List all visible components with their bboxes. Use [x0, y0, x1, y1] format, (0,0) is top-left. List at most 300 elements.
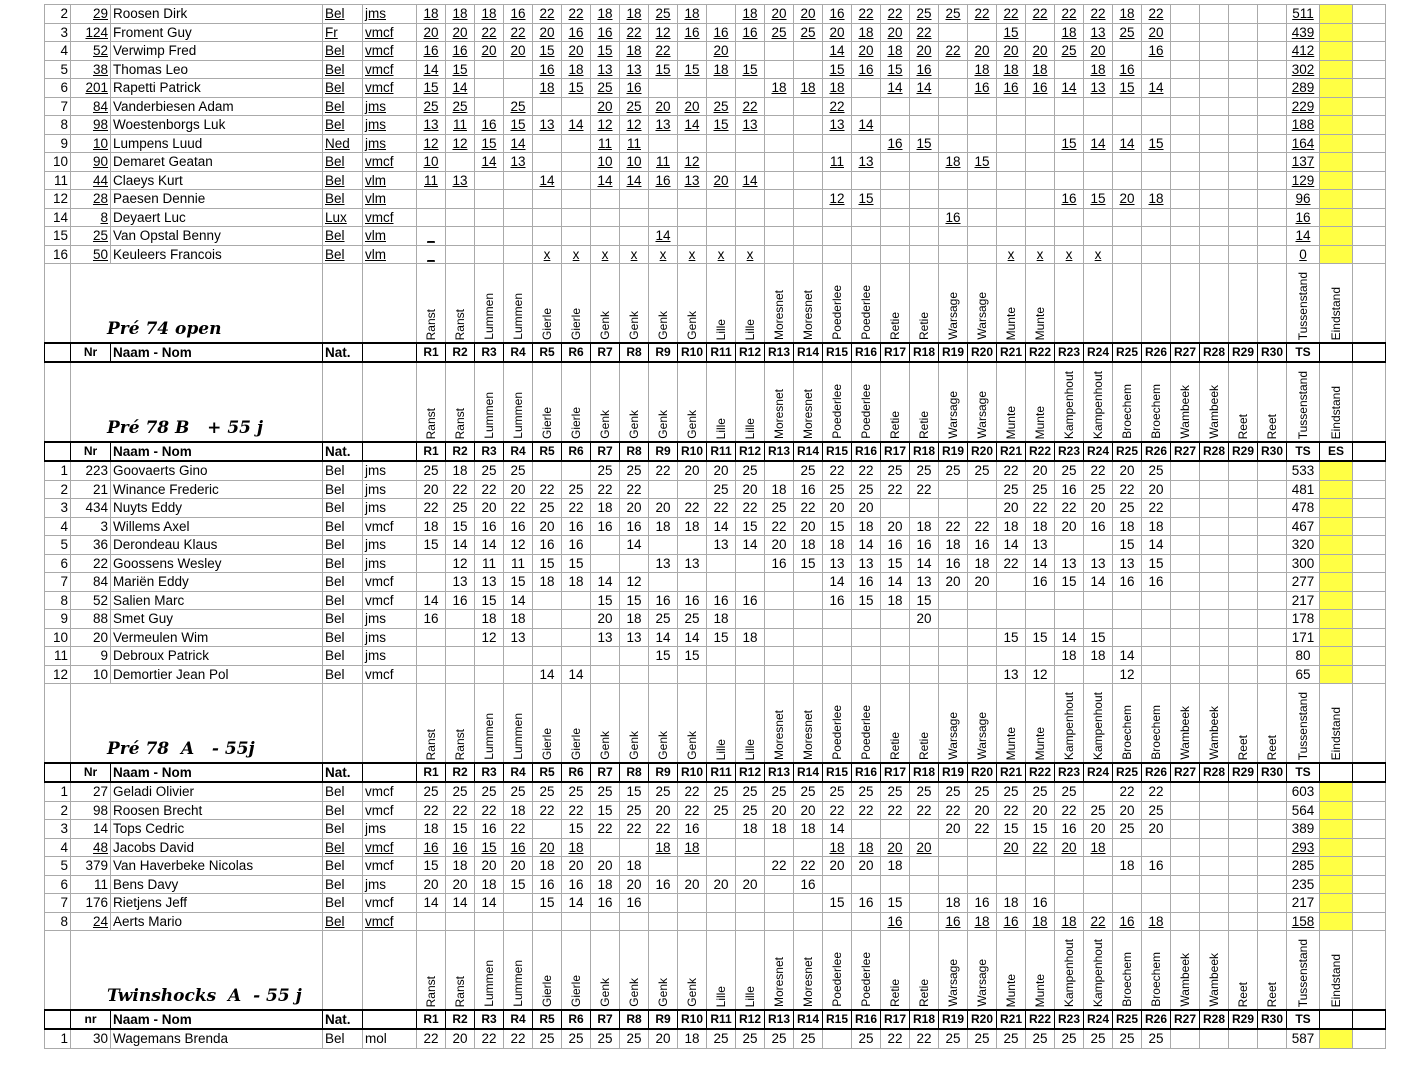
rider-name-cell: Roosen Brecht — [111, 801, 323, 820]
rider-number-cell: 11 — [71, 875, 111, 894]
venue-cell — [1113, 931, 1142, 1011]
score-cell: 16 — [475, 820, 504, 839]
score-cell: x — [707, 245, 736, 264]
score-cell: 18 — [1026, 60, 1055, 79]
score-cell — [475, 60, 504, 79]
score-cell: 11 — [504, 554, 533, 573]
round-header: R23 — [1055, 343, 1084, 362]
score-cell — [939, 116, 968, 135]
score-cell: 12 — [446, 134, 475, 153]
score-cell — [1171, 245, 1200, 264]
score-cell — [533, 912, 562, 931]
score-cell — [881, 875, 910, 894]
score-cell — [1200, 894, 1229, 913]
score-cell — [1229, 894, 1258, 913]
nationality-cell: Bel — [323, 857, 363, 876]
score-cell — [1171, 573, 1200, 592]
score-cell — [736, 838, 765, 857]
venue-cell — [1258, 362, 1287, 442]
score-cell: 22 — [678, 499, 707, 518]
spacer-cell — [1353, 343, 1386, 362]
score-cell — [1055, 153, 1084, 172]
rider-row — [45, 857, 1386, 876]
score-cell — [1229, 820, 1258, 839]
position-cell: 15 — [45, 227, 71, 246]
round-header: R22 — [1026, 343, 1055, 362]
position-cell: 4 — [45, 42, 71, 61]
position-cell: 12 — [45, 665, 71, 684]
score-cell — [939, 499, 968, 518]
venue-cell — [881, 931, 910, 1011]
total-cell: 439 — [1287, 23, 1320, 42]
score-cell: 22 — [881, 801, 910, 820]
score-cell: 14 — [417, 591, 446, 610]
venue-label: Wambeek — [1206, 953, 1221, 1007]
round-header: R24 — [1084, 343, 1113, 362]
score-cell — [794, 60, 823, 79]
score-cell: 18 — [446, 5, 475, 24]
category-title — [71, 684, 323, 764]
score-cell — [1026, 591, 1055, 610]
total-cell: 285 — [1287, 857, 1320, 876]
score-cell: 16 — [794, 875, 823, 894]
score-cell: 20 — [852, 42, 881, 61]
round-header: R17 — [881, 1010, 910, 1029]
venue-cell — [1055, 684, 1084, 764]
total-cell: 587 — [1287, 1029, 1320, 1048]
spacer-cell — [1353, 573, 1386, 592]
rider-row — [45, 591, 1386, 610]
score-cell — [1171, 912, 1200, 931]
score-cell — [533, 190, 562, 209]
score-cell: 22 — [852, 461, 881, 480]
venue-cell — [765, 264, 794, 344]
score-cell — [1200, 801, 1229, 820]
score-cell — [736, 665, 765, 684]
score-cell — [968, 647, 997, 666]
spacer-cell — [1353, 894, 1386, 913]
venue-label: Ranst — [452, 308, 467, 340]
rider-number-cell: 25 — [71, 227, 111, 246]
venue-label: Poederlee — [829, 384, 844, 439]
score-cell — [1084, 171, 1113, 190]
venue-cell — [620, 264, 649, 344]
score-cell — [562, 461, 591, 480]
rider-row — [45, 517, 1386, 536]
score-cell: 14 — [1084, 134, 1113, 153]
spacer-cell — [1353, 23, 1386, 42]
standings-sheet — [44, 4, 1386, 1049]
club-cell: jms — [363, 610, 417, 629]
score-cell: 22 — [504, 1029, 533, 1048]
nationality-cell: Bel — [323, 647, 363, 666]
score-cell: 14 — [736, 536, 765, 555]
venue-cell — [649, 264, 678, 344]
score-cell: 16 — [707, 591, 736, 610]
rider-row — [45, 5, 1386, 24]
score-cell: 25 — [446, 97, 475, 116]
round-header: R7 — [591, 1010, 620, 1029]
round-header: R23 — [1055, 763, 1084, 782]
score-cell — [1171, 42, 1200, 61]
position-cell: 4 — [45, 517, 71, 536]
venue-label: Lille — [742, 417, 757, 439]
round-header: R26 — [1142, 763, 1171, 782]
score-cell: 22 — [1084, 912, 1113, 931]
name-header: Naam - Nom — [111, 763, 323, 782]
score-cell — [1113, 171, 1142, 190]
score-cell — [1084, 875, 1113, 894]
nationality-cell: Bel — [323, 894, 363, 913]
score-cell: 10 — [620, 153, 649, 172]
score-cell — [1142, 875, 1171, 894]
rider-name-cell: Goovaerts Gino — [111, 461, 323, 480]
score-cell — [1229, 153, 1258, 172]
score-cell: 25 — [939, 782, 968, 801]
es-header — [1320, 1010, 1353, 1029]
score-cell: 16 — [794, 480, 823, 499]
spacer-cell — [1353, 42, 1386, 61]
venue-cell — [1055, 264, 1084, 344]
score-cell: 25 — [1055, 782, 1084, 801]
score-cell: 20 — [939, 573, 968, 592]
score-cell: 20 — [997, 499, 1026, 518]
score-cell: 14 — [1026, 554, 1055, 573]
score-cell: 20 — [794, 801, 823, 820]
round-header: R23 — [1055, 1010, 1084, 1029]
rider-number-cell: 52 — [71, 42, 111, 61]
rider-name-cell: Woestenborgs Luk — [111, 116, 323, 135]
score-cell: 20 — [968, 42, 997, 61]
score-cell: 18 — [1142, 190, 1171, 209]
round-header: R9 — [649, 343, 678, 362]
score-cell — [1200, 591, 1229, 610]
score-cell — [475, 245, 504, 264]
venue-cell — [736, 684, 765, 764]
round-header: R16 — [852, 1010, 881, 1029]
club-cell: jms — [363, 116, 417, 135]
venue-cell — [1200, 931, 1229, 1011]
venue-cell — [765, 684, 794, 764]
score-cell — [910, 153, 939, 172]
score-cell: 14 — [562, 116, 591, 135]
name-header: Naam - Nom — [111, 1010, 323, 1029]
highlight-cell — [1320, 461, 1353, 480]
club-cell: vmcf — [363, 60, 417, 79]
score-cell: 22 — [910, 480, 939, 499]
score-cell — [1200, 554, 1229, 573]
score-cell: 22 — [417, 499, 446, 518]
score-cell: 12 — [417, 134, 446, 153]
highlight-cell — [1320, 554, 1353, 573]
tussenstand-header — [1287, 264, 1320, 344]
score-cell — [1258, 42, 1287, 61]
club-cell: vmcf — [363, 801, 417, 820]
round-header: R1 — [417, 1010, 446, 1029]
rider-row — [45, 190, 1386, 209]
score-cell: 20 — [446, 23, 475, 42]
round-header: R9 — [649, 763, 678, 782]
score-cell — [1113, 97, 1142, 116]
venue-cell — [678, 931, 707, 1011]
score-cell — [1229, 499, 1258, 518]
rider-name-cell: Nuyts Eddy — [111, 499, 323, 518]
score-cell: 15 — [1142, 554, 1171, 573]
score-cell: 18 — [533, 573, 562, 592]
score-cell: 25 — [910, 782, 939, 801]
venue-label: Lille — [713, 738, 728, 760]
score-cell: 15 — [823, 517, 852, 536]
highlight-cell — [1320, 782, 1353, 801]
score-cell — [1055, 875, 1084, 894]
column-header-row — [45, 763, 1386, 782]
score-cell — [1142, 153, 1171, 172]
score-cell: 22 — [417, 801, 446, 820]
score-cell: 13 — [591, 60, 620, 79]
rider-row — [45, 875, 1386, 894]
score-cell: 18 — [794, 536, 823, 555]
score-cell: 25 — [1026, 480, 1055, 499]
venue-label: Poederlee — [858, 952, 873, 1007]
score-cell: 25 — [707, 1029, 736, 1048]
club-cell: vlm — [363, 190, 417, 209]
score-cell — [1200, 665, 1229, 684]
score-cell — [562, 190, 591, 209]
spacer-cell — [323, 362, 363, 442]
round-header: R6 — [562, 343, 591, 362]
position-cell: 8 — [45, 591, 71, 610]
nationality-cell: Bel — [323, 42, 363, 61]
venue-cell — [823, 264, 852, 344]
highlight-cell — [1320, 820, 1353, 839]
score-cell: 22 — [1142, 499, 1171, 518]
venue-cell — [591, 264, 620, 344]
score-cell: 22 — [475, 801, 504, 820]
score-cell: 18 — [1084, 60, 1113, 79]
score-cell: 18 — [823, 79, 852, 98]
venue-cell — [1229, 362, 1258, 442]
score-cell — [1084, 610, 1113, 629]
score-cell — [417, 554, 446, 573]
score-cell: 22 — [504, 23, 533, 42]
spacer-cell — [1353, 801, 1386, 820]
score-cell: 20 — [736, 480, 765, 499]
score-cell: 18 — [997, 517, 1026, 536]
score-cell — [1171, 227, 1200, 246]
score-cell — [968, 591, 997, 610]
venue-cell — [1142, 931, 1171, 1011]
round-header: R14 — [794, 1010, 823, 1029]
score-cell — [707, 573, 736, 592]
score-cell — [997, 610, 1026, 629]
score-cell — [1258, 665, 1287, 684]
score-cell: 14 — [446, 536, 475, 555]
score-cell: 22 — [736, 499, 765, 518]
score-cell: 25 — [794, 782, 823, 801]
club-cell: jms — [363, 554, 417, 573]
venue-cell — [736, 931, 765, 1011]
venue-label: Gierle — [568, 307, 583, 340]
score-cell: 25 — [533, 1029, 562, 1048]
position-cell: 16 — [45, 245, 71, 264]
score-cell: 22 — [591, 480, 620, 499]
score-cell — [678, 894, 707, 913]
score-cell — [1200, 190, 1229, 209]
score-cell — [997, 116, 1026, 135]
venue-cell — [794, 264, 823, 344]
total-cell: 229 — [1287, 97, 1320, 116]
score-cell — [1171, 116, 1200, 135]
highlight-cell — [1320, 42, 1353, 61]
score-cell — [1113, 208, 1142, 227]
venue-label: Poederlee — [858, 705, 873, 760]
score-cell — [1171, 554, 1200, 573]
score-cell — [765, 208, 794, 227]
score-cell: 15 — [620, 591, 649, 610]
score-cell — [910, 912, 939, 931]
round-header: R5 — [533, 343, 562, 362]
score-cell: 18 — [968, 554, 997, 573]
score-cell: 18 — [1026, 912, 1055, 931]
nationality-cell: Lux — [323, 208, 363, 227]
score-cell: 25 — [562, 1029, 591, 1048]
rider-name-cell: Mariën Eddy — [111, 573, 323, 592]
round-header: R5 — [533, 763, 562, 782]
score-cell: 16 — [591, 517, 620, 536]
score-cell — [475, 79, 504, 98]
venue-cell — [475, 362, 504, 442]
score-cell: 20 — [649, 1029, 678, 1048]
score-cell: 20 — [881, 838, 910, 857]
round-header: R21 — [997, 343, 1026, 362]
score-cell — [1171, 610, 1200, 629]
score-cell: 18 — [417, 517, 446, 536]
position-cell: 11 — [45, 647, 71, 666]
venue-label: Gierle — [568, 406, 583, 439]
score-cell: 14 — [1113, 134, 1142, 153]
score-cell — [910, 647, 939, 666]
venue-cell — [968, 931, 997, 1011]
venue-cell — [910, 362, 939, 442]
score-cell: 25 — [939, 461, 968, 480]
score-cell — [736, 79, 765, 98]
rider-name-cell: Salien Marc — [111, 591, 323, 610]
score-cell: 18 — [562, 573, 591, 592]
score-cell — [475, 912, 504, 931]
score-cell: 25 — [1113, 1029, 1142, 1048]
score-cell: 22 — [562, 5, 591, 24]
score-cell: 16 — [997, 912, 1026, 931]
score-cell: 22 — [475, 23, 504, 42]
score-cell — [1171, 536, 1200, 555]
score-cell: 20 — [1055, 838, 1084, 857]
venue-cell — [1026, 264, 1055, 344]
score-cell: 16 — [910, 60, 939, 79]
score-cell: 20 — [852, 499, 881, 518]
score-cell — [562, 628, 591, 647]
score-cell: 20 — [620, 875, 649, 894]
score-cell: 16 — [1142, 42, 1171, 61]
score-cell: 20 — [1026, 42, 1055, 61]
score-cell: 13 — [997, 665, 1026, 684]
score-cell — [910, 875, 939, 894]
venue-cell — [1026, 684, 1055, 764]
highlight-cell — [1320, 857, 1353, 876]
score-cell: 20 — [475, 42, 504, 61]
score-cell — [446, 153, 475, 172]
venue-label: Gierle — [539, 727, 554, 760]
score-cell — [1171, 838, 1200, 857]
score-cell: 14 — [504, 134, 533, 153]
score-cell: 13 — [678, 171, 707, 190]
venue-cell — [852, 264, 881, 344]
score-cell — [823, 610, 852, 629]
tussenstand-label: Tussenstand — [1295, 938, 1310, 1007]
venue-cell — [1055, 362, 1084, 442]
rider-name-cell: Van Haverbeke Nicolas — [111, 857, 323, 876]
total-cell: 467 — [1287, 517, 1320, 536]
score-cell: 18 — [475, 610, 504, 629]
score-cell — [997, 647, 1026, 666]
venue-label: Genk — [684, 731, 699, 760]
spacer-cell — [323, 264, 363, 344]
score-cell: 14 — [1142, 79, 1171, 98]
round-header: R19 — [939, 763, 968, 782]
total-cell: 96 — [1287, 190, 1320, 209]
score-cell — [1258, 461, 1287, 480]
score-cell: 18 — [968, 912, 997, 931]
score-cell: 22 — [997, 5, 1026, 24]
score-cell — [794, 190, 823, 209]
score-cell: 25 — [1055, 1029, 1084, 1048]
score-cell — [765, 912, 794, 931]
venue-cell — [1084, 264, 1113, 344]
rider-number-cell: 48 — [71, 838, 111, 857]
score-cell: 15 — [823, 894, 852, 913]
rider-row — [45, 60, 1386, 79]
venue-cell — [1113, 362, 1142, 442]
round-header: R28 — [1200, 1010, 1229, 1029]
score-cell — [707, 134, 736, 153]
score-cell — [1200, 480, 1229, 499]
score-cell: 18 — [591, 499, 620, 518]
score-cell: 16 — [1142, 573, 1171, 592]
nationality-cell: Bel — [323, 480, 363, 499]
score-cell: 18 — [1084, 647, 1113, 666]
score-cell — [591, 227, 620, 246]
score-cell: 22 — [1026, 5, 1055, 24]
score-cell — [794, 116, 823, 135]
score-cell: 11 — [823, 153, 852, 172]
score-cell — [1171, 591, 1200, 610]
score-cell — [968, 190, 997, 209]
score-cell: 25 — [1026, 782, 1055, 801]
nationality-cell: Bel — [323, 499, 363, 518]
score-cell: 15 — [504, 875, 533, 894]
score-cell: 14 — [475, 153, 504, 172]
score-cell — [736, 857, 765, 876]
score-cell: 11 — [417, 171, 446, 190]
venue-label: Reet — [1235, 734, 1250, 760]
score-cell — [968, 171, 997, 190]
score-cell: 20 — [1026, 801, 1055, 820]
venue-cell — [939, 684, 968, 764]
score-cell: 20 — [765, 5, 794, 24]
score-cell: 25 — [446, 499, 475, 518]
rider-number-cell: 90 — [71, 153, 111, 172]
score-cell: 25 — [1113, 820, 1142, 839]
venue-label: Retie — [887, 311, 902, 340]
